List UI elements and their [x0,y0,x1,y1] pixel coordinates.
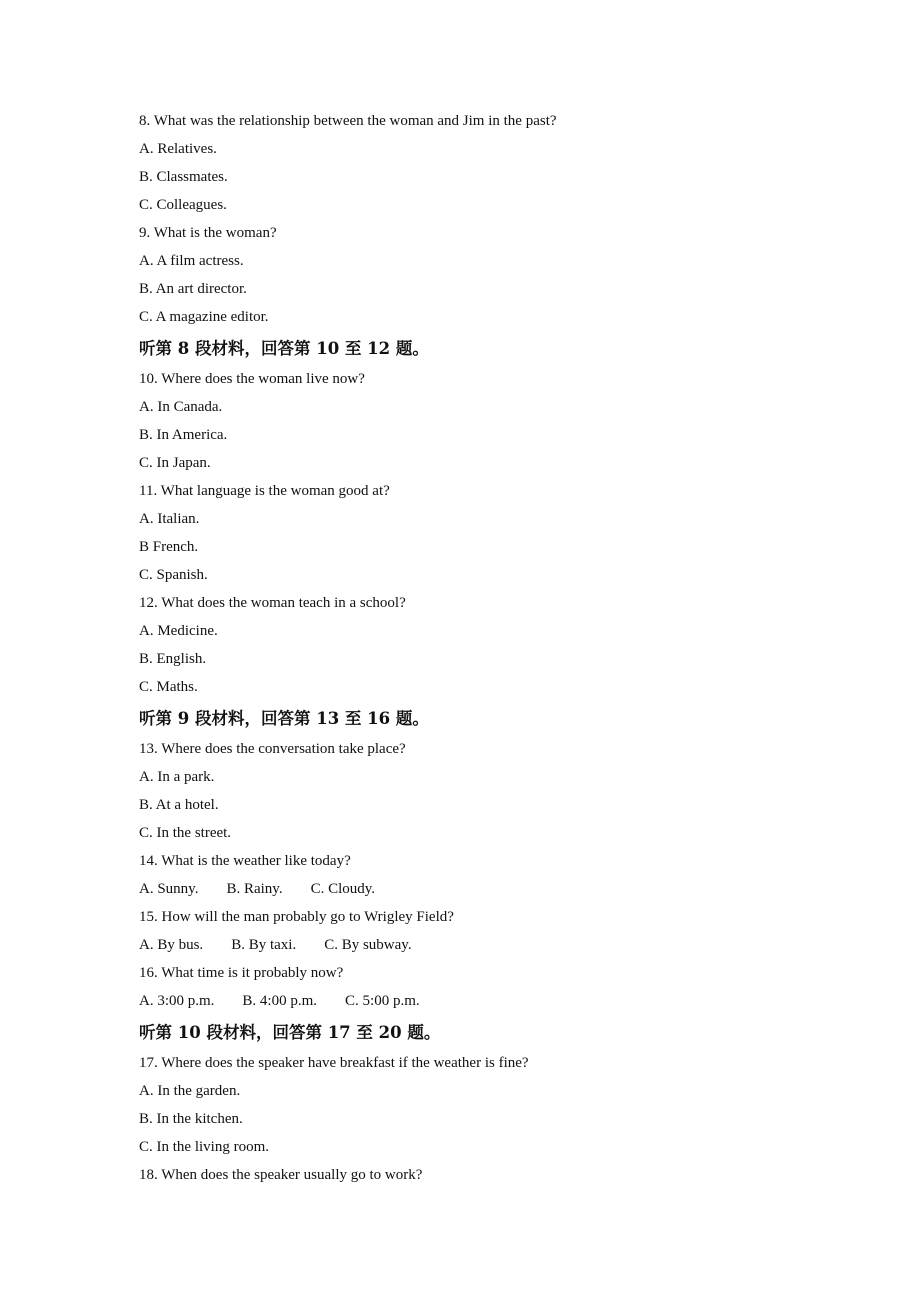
answer-option: C. Spanish. [139,567,208,583]
answer-option: B. In America. [139,427,228,443]
answer-option: A. A film actress. [139,253,244,269]
section-heading: 听第 8 段材料，回答第 10 至 12 题。 [139,339,429,358]
answer-option: C. Maths. [139,679,198,695]
answer-option: C. In the living room. [139,1139,269,1155]
question: 15. How will the man probably go to Wrigley Field? [139,909,454,925]
question: 11. What language is the woman good at? [139,483,390,499]
answer-option: A. In Canada. [139,399,223,415]
answer-options-row [139,987,839,1015]
answer-option: B. Rainy. [226,881,283,897]
question: 18. When does the speaker usually go to work? [139,1167,423,1183]
answer-option: C. A magazine editor. [139,309,269,325]
answer-option: A. Sunny. [139,881,199,897]
answer-option: C. 5:00 p.m. [345,993,420,1009]
question: 14. What is the weather like today? [139,853,351,869]
answer-option: C. Colleagues. [139,197,227,213]
answer-option: A. Relatives. [139,141,217,157]
answer-option: A. Medicine. [139,623,218,639]
answer-option: B. 4:00 p.m. [242,993,318,1009]
answer-option: C. In the street. [139,825,232,841]
answer-option: A. Italian. [139,511,200,527]
answer-option: A. In a park. [139,769,215,785]
answer-option: C. In Japan. [139,455,211,471]
answer-option: B. By taxi. [231,937,297,953]
answer-option: B. English. [139,651,207,667]
answer-options-row [139,875,839,903]
section-heading: 听第 9 段材料，回答第 13 至 16 题。 [139,709,429,728]
question: 16. What time is it probably now? [139,965,344,981]
answer-option: B. An art director. [139,281,247,297]
question: 10. Where does the woman live now? [139,371,365,387]
question: 9. What is the woman? [139,225,277,241]
answer-option: A. 3:00 p.m. [139,993,215,1009]
answer-option: A. In the garden. [139,1083,241,1099]
question: 8. What was the relationship between the woman and Jim in the past? [139,113,557,129]
question: 13. Where does the conversation take place? [139,741,406,757]
answer-option: C. Cloudy. [310,881,376,897]
question: 12. What does the woman teach in a school? [139,595,406,611]
exam-document [139,107,839,1189]
answer-options-row [139,931,839,959]
answer-option: B. In the kitchen. [139,1111,243,1127]
question: 17. Where does the speaker have breakfast if the weather is fine? [139,1055,529,1071]
section-heading: 听第 10 段材料，回答第 17 至 20 题。 [139,1023,441,1042]
answer-option: B French. [139,539,199,555]
answer-option: B. At a hotel. [139,797,219,813]
answer-option: C. By subway. [324,937,412,953]
answer-option: A. By bus. [139,937,204,953]
answer-option: B. Classmates. [139,169,228,185]
